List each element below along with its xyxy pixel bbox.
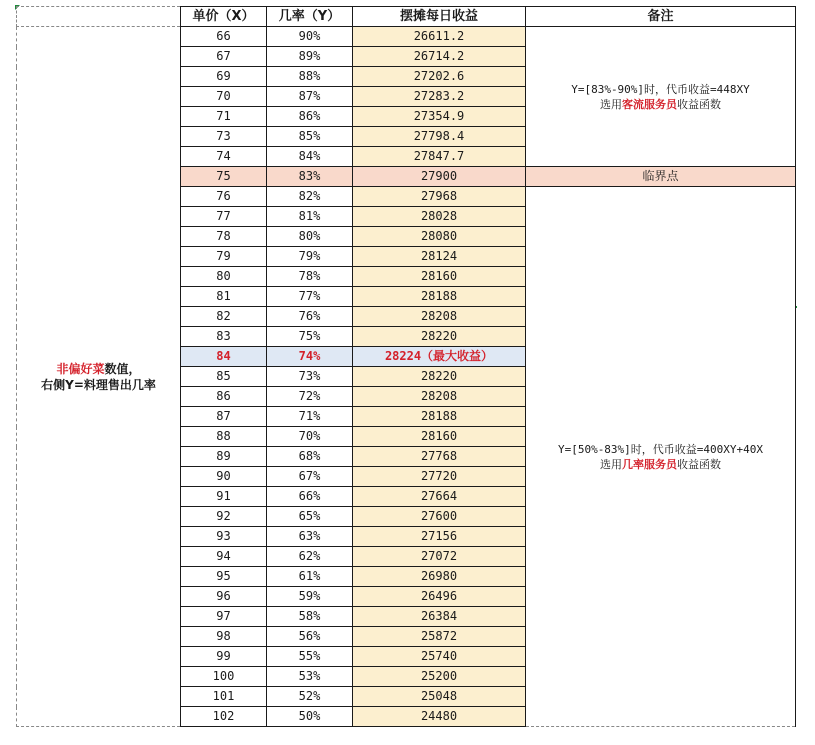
price-cell[interactable]: 87 <box>181 407 267 427</box>
rate-cell[interactable]: 62% <box>267 547 353 567</box>
rate-cell[interactable]: 88% <box>267 67 353 87</box>
price-cell[interactable]: 95 <box>181 567 267 587</box>
rate-cell[interactable]: 90% <box>267 27 353 47</box>
earnings-cell[interactable]: 27798.4 <box>353 127 526 147</box>
price-cell[interactable]: 81 <box>181 287 267 307</box>
earnings-cell[interactable]: 28188 <box>353 287 526 307</box>
traffic-waiter-label: 客流服务员 <box>622 97 677 111</box>
rate-cell[interactable]: 73% <box>267 367 353 387</box>
price-cell[interactable]: 74 <box>181 147 267 167</box>
critical-point-note[interactable]: 临界点 <box>526 167 796 187</box>
earnings-cell[interactable]: 25740 <box>353 647 526 667</box>
price-cell[interactable]: 97 <box>181 607 267 627</box>
price-cell[interactable]: 84 <box>181 347 267 367</box>
earnings-cell[interactable]: 27072 <box>353 547 526 567</box>
rate-cell[interactable]: 84% <box>267 147 353 167</box>
rate-cell[interactable]: 74% <box>267 347 353 367</box>
rate-cell[interactable]: 53% <box>267 667 353 687</box>
rate-cell[interactable]: 79% <box>267 247 353 267</box>
earnings-cell[interactable]: 27202.6 <box>353 67 526 87</box>
earnings-cell[interactable]: 28208 <box>353 387 526 407</box>
earnings-cell[interactable]: 28220 <box>353 367 526 387</box>
rate-cell[interactable]: 72% <box>267 387 353 407</box>
rate-cell[interactable]: 52% <box>267 687 353 707</box>
rate-cell[interactable]: 56% <box>267 627 353 647</box>
rate-cell[interactable]: 87% <box>267 87 353 107</box>
earnings-cell[interactable]: 28028 <box>353 207 526 227</box>
earnings-cell[interactable]: 26384 <box>353 607 526 627</box>
side-label-line2: 右侧Y=料理售出几率 <box>41 377 156 392</box>
header-row <box>17 7 796 27</box>
price-cell[interactable]: 89 <box>181 447 267 467</box>
earnings-cell[interactable]: 27354.9 <box>353 107 526 127</box>
price-cell[interactable]: 71 <box>181 107 267 127</box>
rate-cell[interactable]: 66% <box>267 487 353 507</box>
side-label-line1 <box>17 361 180 377</box>
rate-cell[interactable]: 61% <box>267 567 353 587</box>
rate-cell[interactable]: 67% <box>267 467 353 487</box>
upper-prefix: 选用 <box>600 97 622 111</box>
table-row <box>17 27 796 47</box>
rate-cell[interactable]: 77% <box>267 287 353 307</box>
price-cell[interactable]: 80 <box>181 267 267 287</box>
price-cell[interactable]: 79 <box>181 247 267 267</box>
earnings-cell[interactable]: 27664 <box>353 487 526 507</box>
rate-cell[interactable]: 89% <box>267 47 353 67</box>
earnings-cell[interactable]: 26714.2 <box>353 47 526 67</box>
lower-prefix: 选用 <box>600 457 622 471</box>
rate-cell[interactable]: 85% <box>267 127 353 147</box>
upper-suffix: 收益函数 <box>677 97 721 111</box>
earnings-cell[interactable]: 26980 <box>353 567 526 587</box>
price-header[interactable]: 单价（X） <box>181 7 267 27</box>
price-cell[interactable]: 94 <box>181 547 267 567</box>
price-cell[interactable]: 77 <box>181 207 267 227</box>
earnings-cell[interactable]: 28224（最大收益） <box>353 347 526 367</box>
rate-cell[interactable]: 80% <box>267 227 353 247</box>
note-header[interactable]: 备注 <box>526 7 796 27</box>
rate-header[interactable]: 几率（Y） <box>267 7 353 27</box>
rate-cell[interactable]: 82% <box>267 187 353 207</box>
upper-formula: Y=[83%-90%]时，代币收益=448XY <box>571 82 750 96</box>
rate-cell[interactable]: 76% <box>267 307 353 327</box>
price-cell[interactable]: 66 <box>181 27 267 47</box>
stall-earnings-table <box>16 6 796 727</box>
non-preferred-dish-label: 非偏好菜 <box>56 361 105 376</box>
price-cell[interactable]: 86 <box>181 387 267 407</box>
earnings-cell[interactable]: 26611.2 <box>353 27 526 47</box>
price-cell[interactable]: 75 <box>181 167 267 187</box>
rate-cell[interactable]: 78% <box>267 267 353 287</box>
side-label-cell[interactable] <box>17 27 181 727</box>
price-cell[interactable]: 88 <box>181 427 267 447</box>
rate-cell[interactable]: 50% <box>267 707 353 727</box>
price-cell[interactable]: 70 <box>181 87 267 107</box>
earnings-cell[interactable]: 25048 <box>353 687 526 707</box>
side-label-value-text: 数值， <box>104 361 141 376</box>
earnings-cell[interactable]: 27600 <box>353 507 526 527</box>
price-cell[interactable]: 100 <box>181 667 267 687</box>
price-cell[interactable]: 99 <box>181 647 267 667</box>
upper-waiter-line <box>526 97 795 112</box>
lower-suffix: 收益函数 <box>677 457 721 471</box>
price-cell[interactable]: 67 <box>181 47 267 67</box>
earnings-cell[interactable]: 28160 <box>353 267 526 287</box>
side-header-cell[interactable] <box>17 7 181 27</box>
price-cell[interactable]: 98 <box>181 627 267 647</box>
earnings-cell[interactable]: 28188 <box>353 407 526 427</box>
price-cell[interactable]: 96 <box>181 587 267 607</box>
rate-cell[interactable]: 58% <box>267 607 353 627</box>
rate-cell[interactable]: 81% <box>267 207 353 227</box>
earnings-header[interactable]: 摆摊每日收益 <box>353 7 526 27</box>
earnings-cell[interactable]: 25200 <box>353 667 526 687</box>
price-cell[interactable]: 102 <box>181 707 267 727</box>
upper-range-note[interactable] <box>526 27 796 167</box>
earnings-cell[interactable]: 26496 <box>353 587 526 607</box>
price-cell[interactable]: 76 <box>181 187 267 207</box>
lower-formula: Y=[50%-83%]时，代币收益=400XY+40X <box>557 442 764 456</box>
earnings-cell[interactable]: 28080 <box>353 227 526 247</box>
price-cell[interactable]: 73 <box>181 127 267 147</box>
rate-cell[interactable]: 86% <box>267 107 353 127</box>
earnings-cell[interactable]: 27768 <box>353 447 526 467</box>
rate-cell[interactable]: 68% <box>267 447 353 467</box>
rate-cell[interactable]: 83% <box>267 167 353 187</box>
price-cell[interactable]: 85 <box>181 367 267 387</box>
earnings-cell[interactable]: 25872 <box>353 627 526 647</box>
earnings-cell[interactable]: 27156 <box>353 527 526 547</box>
price-cell[interactable]: 69 <box>181 67 267 87</box>
probability-waiter-label: 几率服务员 <box>622 457 677 471</box>
rate-cell[interactable]: 63% <box>267 527 353 547</box>
lower-range-note[interactable] <box>526 187 796 727</box>
rate-cell[interactable]: 75% <box>267 327 353 347</box>
earnings-cell[interactable]: 27847.7 <box>353 147 526 167</box>
earnings-cell[interactable]: 27283.2 <box>353 87 526 107</box>
price-cell[interactable]: 82 <box>181 307 267 327</box>
earnings-cell[interactable]: 27720 <box>353 467 526 487</box>
price-cell[interactable]: 93 <box>181 527 267 547</box>
price-cell[interactable]: 90 <box>181 467 267 487</box>
lower-waiter-line <box>526 457 795 472</box>
price-cell[interactable]: 92 <box>181 507 267 527</box>
rate-cell[interactable]: 55% <box>267 647 353 667</box>
price-cell[interactable]: 101 <box>181 687 267 707</box>
earnings-cell[interactable]: 27968 <box>353 187 526 207</box>
price-cell[interactable]: 78 <box>181 227 267 247</box>
rate-cell[interactable]: 71% <box>267 407 353 427</box>
price-cell[interactable]: 83 <box>181 327 267 347</box>
earnings-cell[interactable]: 28124 <box>353 247 526 267</box>
price-cell[interactable]: 91 <box>181 487 267 507</box>
earnings-cell[interactable]: 24480 <box>353 707 526 727</box>
earnings-cell[interactable]: 27900 <box>353 167 526 187</box>
table-body <box>17 27 796 727</box>
rate-cell[interactable]: 70% <box>267 427 353 447</box>
earnings-cell[interactable]: 28220 <box>353 327 526 347</box>
earnings-cell[interactable]: 28160 <box>353 427 526 447</box>
earnings-cell[interactable]: 28208 <box>353 307 526 327</box>
rate-cell[interactable]: 59% <box>267 587 353 607</box>
rate-cell[interactable]: 65% <box>267 507 353 527</box>
